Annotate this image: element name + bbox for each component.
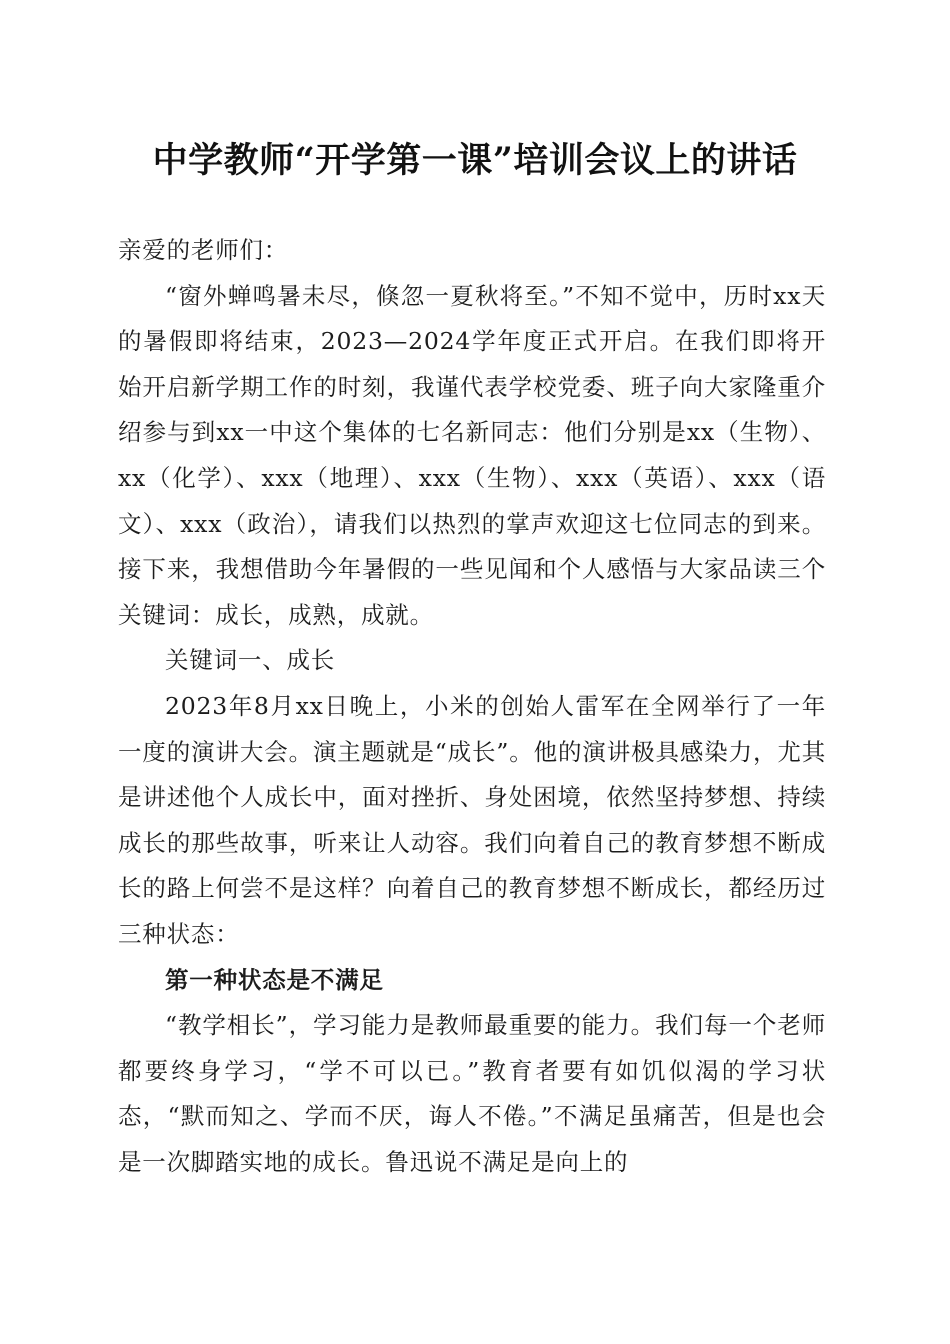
paragraph-growth: 2023年8月xx日晚上，小米的创始人雷军在全网举行了一年一度的演讲大会。演主题就是“成长”。他的演讲极具感染力，尤其是讲述他个人成长中，面对挫折、身处困境，依然坚持梦想、持续成长的那些故事，听来让人动容。我们向着自己的教育梦想不断成长的路上何尝不是这样？向着自己的教育梦想不断成长，都经历过三种状态： <box>118 691 826 948</box>
document-body <box>118 228 826 1185</box>
paragraph-dissatisfaction: “教学相长”，学习能力是教师最重要的能力。我们每一个老师都要终身学习，“学不可以已。”教育者要有如饥似渴的学习状态，“默而知之、学而不厌，诲人不倦。”不满足虽痛苦，但是也会是一次脚踏实地的成长。鲁迅说不满足是向上的 <box>118 1011 826 1176</box>
salutation: 亲爱的老师们： <box>118 236 289 264</box>
section-heading-keyword-one: 关键词一、成长 <box>165 646 336 675</box>
paragraph-intro: “窗外蝉鸣暑未尽，倏忽一夏秋将至。”不知不觉中，历时xx天的暑假即将结束，2023—2024学年度正式开启。在我们即将开始开启新学期工作的时刻，我谨代表学校党委、班子向大家隆重介绍参与到xx一中这个集体的七名新同志：他们分别是xx（生物）、xx（化学）、xxx（地理）、xxx（生物）、xxx（英语）、xxx（语文）、xxx（政治），请我们以热烈的掌声欢迎这七位同志的到来。接下来，我想借助今年暑假的一些见闻和个人感悟与大家品读三个关键词：成长，成熟，成就。 <box>118 281 826 629</box>
subheading-first-state: 第一种状态是不满足 <box>165 965 384 994</box>
document-title: 中学教师“开学第一课”培训会议上的讲话 <box>152 140 798 181</box>
